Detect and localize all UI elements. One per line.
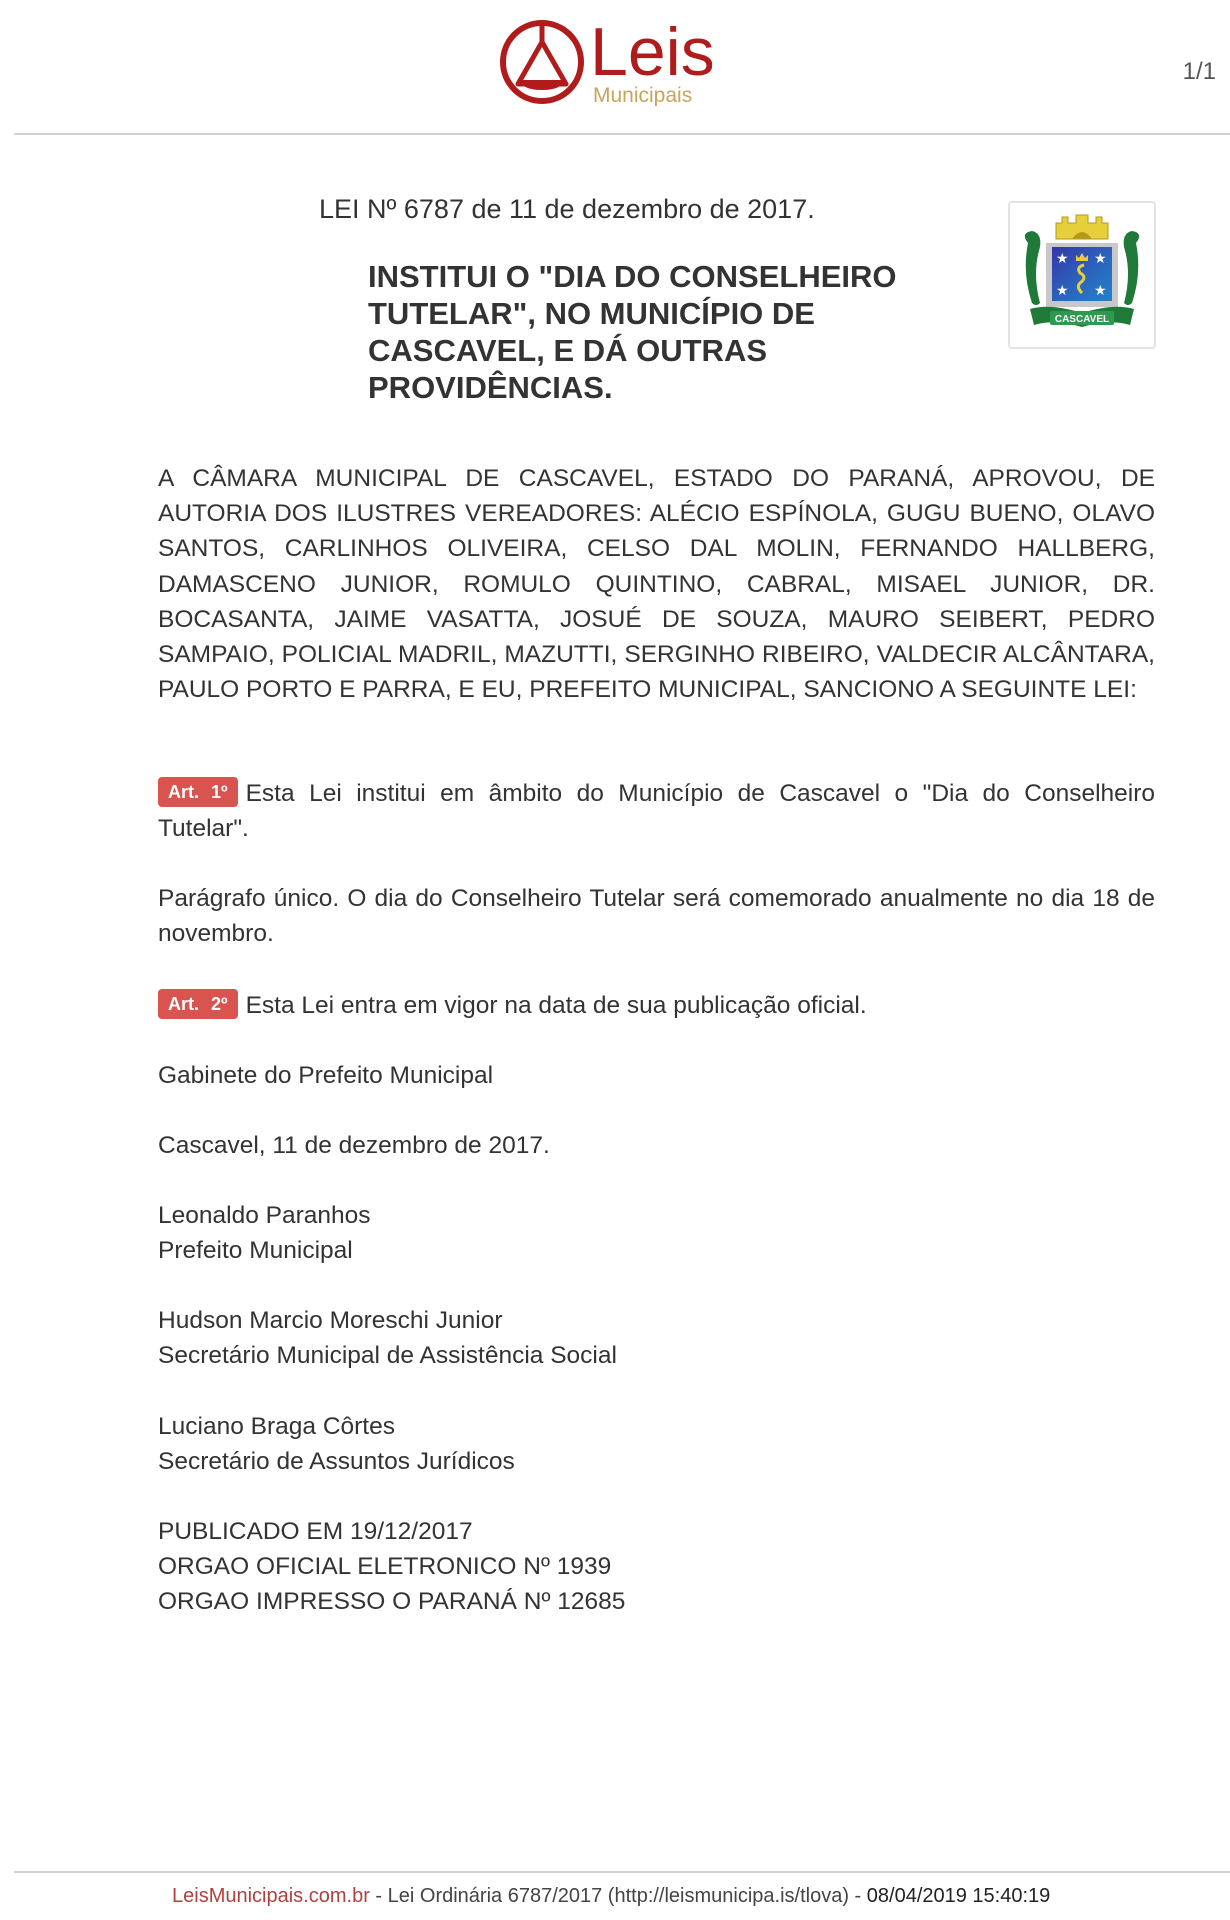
emblem-label: CASCAVEL — [1054, 314, 1110, 325]
footer — [172, 1885, 1050, 1908]
publication-electronic: ORGAO OFICIAL ELETRONICO Nº 1939 — [158, 1553, 612, 1581]
logo-text-sub: Municipais — [593, 84, 693, 106]
article-2-badge[interactable] — [158, 989, 238, 1019]
article-1-badge-number: 1º — [211, 782, 228, 802]
footer-datetime: 08/04/2019 15:40:19 — [866, 1885, 1051, 1907]
svg-text:★: ★ — [1094, 250, 1107, 266]
publication-printed: ORGAO IMPRESSO O PARANÁ Nº 12685 — [158, 1588, 626, 1616]
place-date-line: Cascavel, 11 de dezembro de 2017. — [158, 1132, 550, 1159]
coat-of-arms-icon — [1010, 203, 1154, 347]
logo-text-main: Leis — [590, 18, 712, 90]
signature-block — [158, 1303, 1155, 1373]
footer-divider — [14, 1871, 1230, 1873]
publication-block — [158, 1514, 1155, 1620]
footer-separator: - — [369, 1885, 388, 1907]
page-indicator: 1/1 — [1182, 58, 1216, 85]
signatory-role: Prefeito Municipal — [158, 1237, 353, 1265]
article-2-text: Esta Lei entra em vigor na data de sua publicação oficial. — [245, 992, 867, 1019]
signatory-role: Secretário Municipal de Assistência Social — [158, 1342, 617, 1370]
gabinete-line: Gabinete do Prefeito Municipal — [158, 1062, 494, 1089]
svg-text:★: ★ — [1094, 282, 1107, 298]
svg-text:★: ★ — [1056, 250, 1069, 266]
article-2-badge-word: Art. — [168, 994, 199, 1014]
signatory-name: Luciano Braga Côrtes — [158, 1413, 395, 1440]
footer-separator: - — [849, 1885, 867, 1907]
publication-date: PUBLICADO EM 19/12/2017 — [158, 1518, 473, 1545]
article-1-badge[interactable] — [158, 777, 238, 807]
scales-of-justice-icon — [498, 18, 712, 106]
signatory-name: Leonaldo Paranhos — [158, 1202, 371, 1229]
svg-text:★: ★ — [1056, 282, 1069, 298]
signature-block — [158, 1198, 1155, 1268]
law-summary: INSTITUI O "DIA DO CONSELHEIRO TUTELAR", NO MUNICÍPIO DE CASCAVEL, E DÁ OUTRAS PROVIDÊNCIAS. — [368, 259, 897, 405]
footer-site-link[interactable]: LeisMunicipais.com.br — [172, 1885, 370, 1907]
article-2-badge-number: 2º — [211, 994, 228, 1014]
preamble-text: A CÂMARA MUNICIPAL DE CASCAVEL, ESTADO DO PARANÁ, APROVOU, DE AUTORIA DOS ILUSTRES VEREADORES: ALÉCIO ESPÍNOLA, GUGU BUENO, OLAVO SANTOS, CARLINHOS OLIVEIRA, CELSO DAL MOLIN, FERNANDO HALLBERG, DAMASCENO JUNIOR, ROMULO QUINTINO, CABRAL, MISAEL JUNIOR, DR. BOCASANTA, JAIME VASATTA, JOSUÉ DE SOUZA, MAURO SEIBERT, PEDRO SAMPAIO, POLICIAL MADRIL, MAZUTTI, SERGINHO RIBEIRO, VALDECIR ALCÂNTARA, PAULO PORTO E PARRA, E EU, PREFEITO MUNICIPAL, SANCIONO A SEGUINTE LEI: — [158, 465, 1155, 704]
footer-law-reference[interactable]: Lei Ordinária 6787/2017 (http://leismunicipa.is/tlova) — [387, 1885, 849, 1907]
article-1-badge-word: Art. — [168, 782, 199, 802]
leis-municipais-logo[interactable] — [498, 18, 712, 106]
signatory-name: Hudson Marcio Moreschi Junior — [158, 1307, 503, 1334]
header-divider — [14, 133, 1230, 135]
article-2 — [158, 988, 1155, 1023]
signature-block — [158, 1409, 1155, 1479]
cascavel-coat-of-arms — [1008, 201, 1156, 349]
article-1 — [158, 776, 1155, 846]
law-title: LEI Nº 6787 de 11 de dezembro de 2017. — [319, 194, 815, 224]
signatory-role: Secretário de Assuntos Jurídicos — [158, 1448, 515, 1476]
paragrafo-unico: Parágrafo único. O dia do Conselheiro Tutelar será comemorado anualmente no dia 18 de novembro. — [158, 885, 1155, 948]
article-1-text: Esta Lei institui em âmbito do Município de Cascavel o "Dia do Conselheiro Tutelar". — [158, 780, 1155, 843]
